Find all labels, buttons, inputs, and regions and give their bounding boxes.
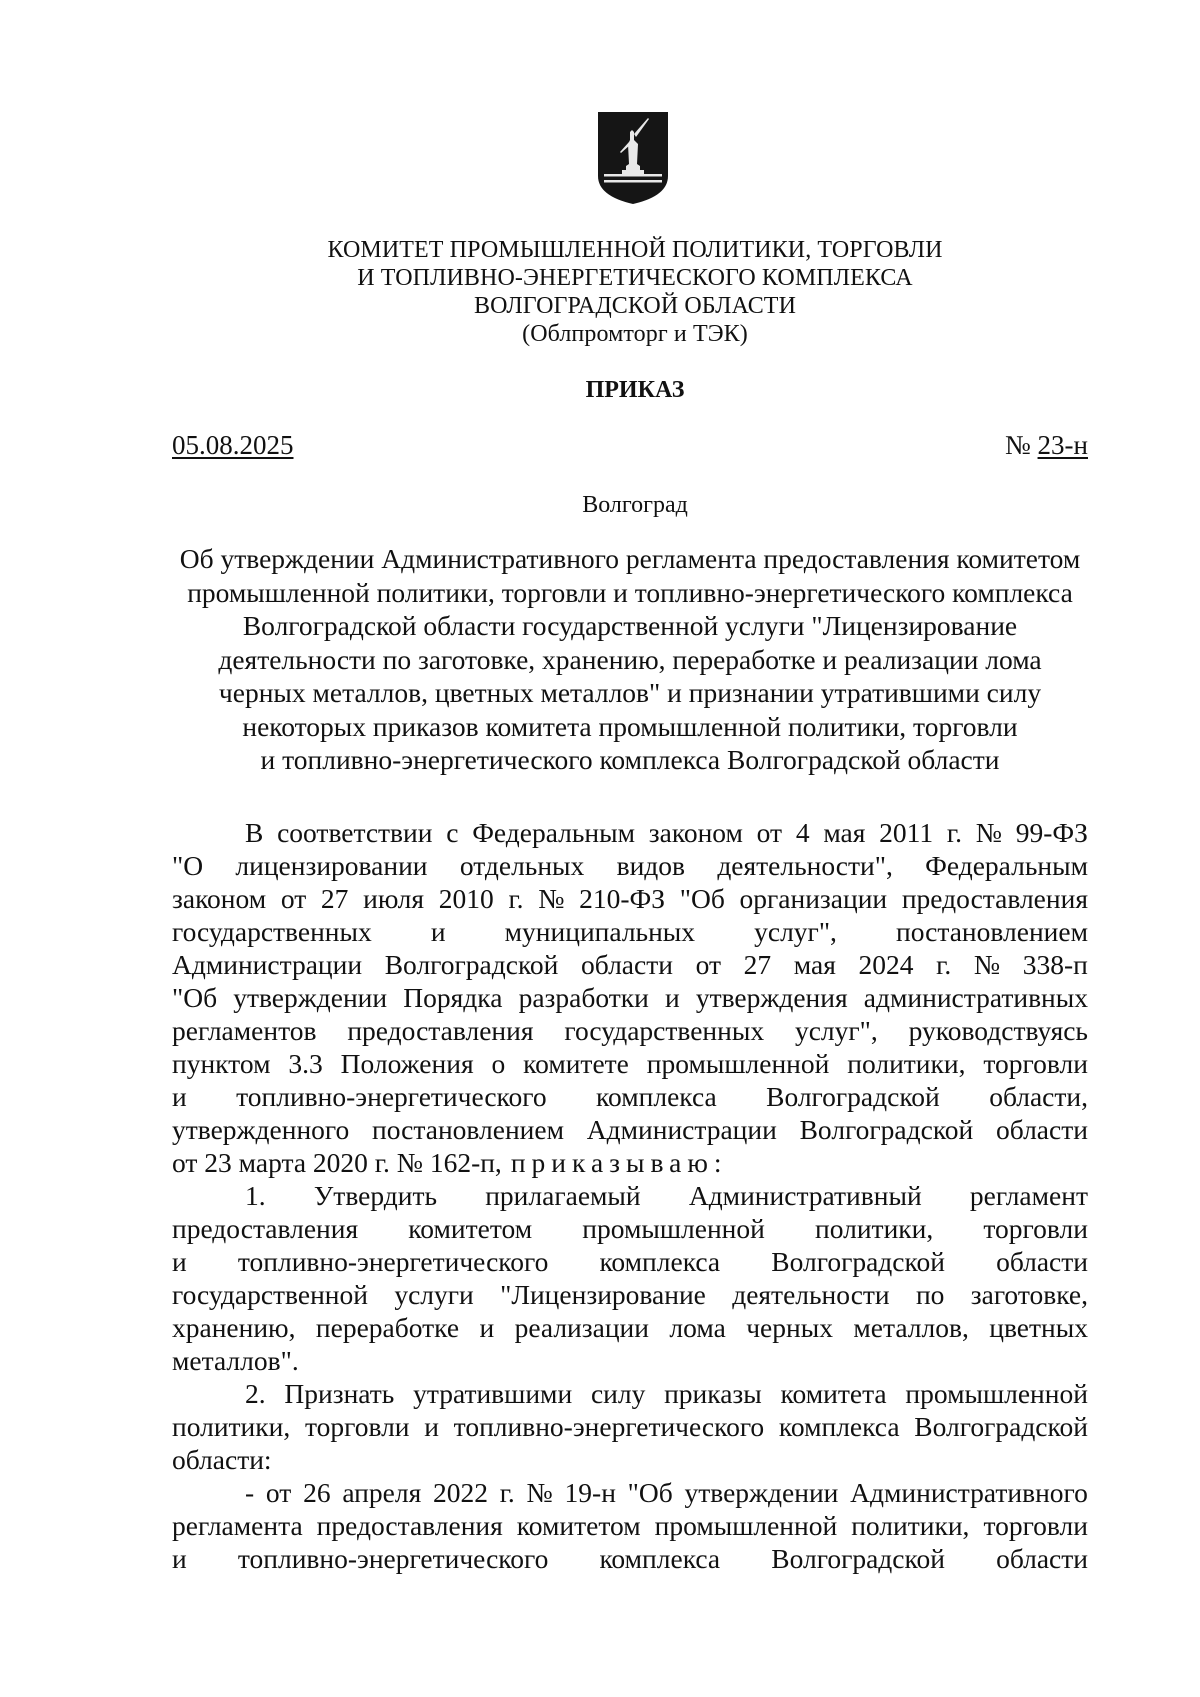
body-line <box>172 1146 1088 1179</box>
subject-line: и топливно-энергетического комплекса Волгоградской области <box>260 744 1000 775</box>
word: деятельности", <box>717 850 893 881</box>
document-type: ПРИКАЗ <box>585 377 685 403</box>
body-line <box>172 1179 1088 1212</box>
preamble-last: от 23 марта 2020 г. № 162-п, <box>172 1147 502 1178</box>
word: соответствии <box>277 817 433 848</box>
word: 2022 <box>432 1477 488 1508</box>
word: мая <box>793 949 836 980</box>
item1-last: металлов". <box>172 1345 299 1376</box>
word: государственных <box>564 1015 765 1046</box>
word: предоставления <box>901 883 1088 914</box>
word: Утвердить <box>313 1180 438 1211</box>
word: области <box>996 1543 1088 1574</box>
org-line: КОМИТЕТ ПРОМЫШЛЕННОЙ ПОЛИТИКИ, ТОРГОВЛИ <box>327 237 943 263</box>
word: о <box>491 1048 506 1079</box>
org-line: ВОЛГОГРАДСКОЙ ОБЛАСТИ <box>474 293 796 319</box>
word: хранению, <box>172 1312 296 1343</box>
word: Положения <box>340 1048 474 1079</box>
word: "Лицензирование <box>500 1279 706 1310</box>
word: политики, <box>815 1213 934 1244</box>
word: политики, <box>851 1510 970 1541</box>
word: законом <box>648 817 743 848</box>
body-line <box>172 1476 1088 1509</box>
word: комитете <box>523 1048 629 1079</box>
body-line <box>172 1443 1088 1476</box>
word: № <box>975 817 1002 848</box>
word: цветных <box>989 1312 1088 1343</box>
body-line <box>172 915 1088 948</box>
word: черных <box>746 1312 833 1343</box>
org-abbreviation: (Облпромторг и ТЭК) <box>522 321 748 347</box>
word: предоставления <box>347 1015 534 1046</box>
word: отдельных <box>459 850 585 881</box>
word: 2011 <box>879 817 934 848</box>
body-line <box>172 1113 1088 1146</box>
body-line <box>172 981 1088 1014</box>
word: апреля <box>342 1477 422 1508</box>
word: Волгоградской <box>384 949 559 980</box>
word: 1. <box>245 1180 266 1211</box>
word: утратившими <box>413 1378 573 1409</box>
word: г. <box>499 1477 515 1508</box>
word: промышленной <box>654 1510 838 1541</box>
body-line <box>172 1344 1088 1377</box>
word: политики, <box>172 1411 291 1442</box>
subject-line: черных металлов, цветных металлов" и признании утратившими силу <box>218 677 1042 708</box>
word: от <box>756 817 783 848</box>
word: по <box>915 1279 945 1310</box>
word: 2024 <box>858 949 914 980</box>
word: комплекса <box>596 1081 717 1112</box>
word: Волгоградской <box>799 1114 974 1145</box>
word: топливно-энергетического <box>237 1246 549 1277</box>
word: руководствуясь <box>908 1015 1088 1046</box>
word: металлов, <box>853 1312 969 1343</box>
organization-header <box>200 236 1070 348</box>
word: пунктом <box>172 1048 271 1079</box>
word: 210-ФЗ <box>579 883 666 914</box>
word: от <box>695 949 722 980</box>
item2-last: области: <box>172 1444 272 1475</box>
word: комитетом <box>516 1510 641 1541</box>
body-line <box>172 1080 1088 1113</box>
word: от <box>280 883 307 914</box>
item-1 <box>172 1179 1088 1377</box>
word: Волгоградской <box>771 1246 945 1277</box>
word: промышленной <box>905 1378 1088 1409</box>
word: административных <box>863 982 1088 1013</box>
word: топливно-энергетического <box>237 1543 549 1574</box>
word: прилагаемый <box>485 1180 641 1211</box>
document-subject <box>172 542 1088 777</box>
word: Признать <box>284 1378 395 1409</box>
word: промышленной <box>582 1213 765 1244</box>
word: В <box>245 817 264 848</box>
document-body <box>172 816 1088 1575</box>
word: постановлением <box>896 916 1088 947</box>
subject-line: некоторых приказов комитета промышленной политики, торговли <box>242 710 1018 742</box>
word: и <box>172 1543 187 1574</box>
body-line <box>172 882 1088 915</box>
word: переработке <box>315 1312 460 1343</box>
word: "О <box>172 850 204 881</box>
body-line <box>172 1047 1088 1080</box>
word: июля <box>363 883 425 914</box>
subject-line: Об утверждении Административного регламента предоставления комитетом <box>179 543 1081 574</box>
word: - <box>245 1477 255 1508</box>
word: от <box>265 1477 292 1508</box>
word: постановлением <box>372 1114 565 1145</box>
item-2 <box>172 1377 1088 1575</box>
body-line <box>172 1014 1088 1047</box>
body-line <box>172 948 1088 981</box>
word: услуги <box>394 1279 474 1310</box>
document-date: 05.08.2025 <box>172 430 294 460</box>
word: комплекса <box>599 1246 721 1277</box>
coat-of-arms-icon <box>596 110 670 206</box>
word: 3.3 <box>288 1048 323 1079</box>
word: области <box>996 1114 1088 1145</box>
word: регламента <box>172 1510 303 1541</box>
word: 19-н <box>564 1477 616 1508</box>
word: государственных <box>172 916 372 947</box>
word: топливно-энергетического <box>236 1081 547 1112</box>
word: предоставления <box>316 1510 503 1541</box>
word: Волгоградской <box>771 1543 945 1574</box>
word: комитета <box>780 1378 887 1409</box>
word: комитетом <box>408 1213 533 1244</box>
word: утверждении <box>233 982 388 1013</box>
org-line: И ТОПЛИВНО-ЭНЕРГЕТИЧЕСКОГО КОМПЛЕКСА <box>357 265 913 291</box>
word: и <box>664 982 680 1013</box>
word: области <box>996 1246 1088 1277</box>
word: заготовке, <box>970 1279 1088 1310</box>
word: регламентов <box>172 1015 317 1046</box>
word: разработки <box>518 982 649 1013</box>
word: лома <box>669 1312 726 1343</box>
word: 26 <box>303 1477 331 1508</box>
word: Административный <box>688 1180 922 1211</box>
word: силу <box>590 1378 646 1409</box>
body-line <box>172 1377 1088 1410</box>
word: государственной <box>172 1279 368 1310</box>
word: и <box>172 1246 187 1277</box>
word: области, <box>989 1081 1088 1112</box>
word: г. <box>508 883 524 914</box>
word: "Об <box>627 1477 673 1508</box>
word: Федеральным <box>925 850 1088 881</box>
word: "Об <box>172 982 218 1013</box>
preamble <box>172 816 1088 1179</box>
word: "Об <box>679 883 725 914</box>
word: лицензировании <box>235 850 428 881</box>
word: № <box>538 883 565 914</box>
word: и <box>430 916 446 947</box>
word: 2. <box>245 1378 266 1409</box>
word: регламент <box>969 1180 1088 1211</box>
word: области <box>581 949 673 980</box>
word: 2010 <box>438 883 494 914</box>
subject-line: деятельности по заготовке, хранению, переработке и реализации лома <box>218 643 1042 675</box>
word: реализации <box>514 1312 649 1343</box>
body-line <box>172 1311 1088 1344</box>
word: утвержденного <box>172 1114 350 1145</box>
subject-line: промышленной политики, торговли и топливно-энергетического комплекса <box>187 576 1073 608</box>
word: торговли <box>983 1510 1088 1541</box>
word: 27 <box>743 949 772 980</box>
word: топливно-энергетического <box>453 1411 765 1442</box>
word: торговли <box>983 1213 1088 1244</box>
document-number <box>1005 430 1088 461</box>
word: Порядка <box>403 982 503 1013</box>
word: Администрации <box>586 1114 777 1145</box>
word: Административного <box>850 1477 1088 1508</box>
word: промышленной <box>646 1048 830 1079</box>
word: 4 <box>795 817 810 848</box>
word: Волгоградской <box>914 1411 1088 1442</box>
orders-word: приказываю: <box>510 1147 728 1178</box>
word: комплекса <box>599 1543 721 1574</box>
word: г. <box>946 817 962 848</box>
word: деятельности <box>732 1279 890 1310</box>
word: услуг", <box>754 916 837 947</box>
body-line <box>172 1410 1088 1443</box>
word: 99-ФЗ <box>1015 817 1088 848</box>
document-city: Волгоград <box>582 492 688 518</box>
word: предоставления <box>172 1213 359 1244</box>
word: и <box>424 1411 439 1442</box>
word: утверждении <box>684 1477 839 1508</box>
word: услуг", <box>794 1015 878 1046</box>
word: политики, <box>847 1048 966 1079</box>
word: законом <box>172 883 267 914</box>
word: и <box>172 1081 187 1112</box>
number-value: 23-н <box>1037 430 1088 460</box>
word: торговли <box>983 1048 1088 1079</box>
word: организации <box>739 883 888 914</box>
body-line <box>172 1278 1088 1311</box>
word: и <box>479 1312 495 1343</box>
body-line <box>172 849 1088 882</box>
word: муниципальных <box>504 916 696 947</box>
word: комплекса <box>778 1411 900 1442</box>
word: торговли <box>304 1411 410 1442</box>
word: видов <box>616 850 686 881</box>
subject-line: Волгоградской области государственной услуги "Лицензирование <box>242 610 1018 641</box>
word: г. <box>936 949 952 980</box>
body-line <box>172 1212 1088 1245</box>
body-line <box>172 1542 1088 1575</box>
word: мая <box>823 817 866 848</box>
body-line <box>172 1509 1088 1542</box>
word: утверждения <box>695 982 848 1013</box>
body-line <box>172 816 1088 849</box>
word: 27 <box>320 883 349 914</box>
word: Федеральным <box>472 817 636 848</box>
word: № <box>526 1477 553 1508</box>
number-prefix: № <box>1005 430 1031 460</box>
word: № <box>973 949 1001 980</box>
word: 338-п <box>1022 949 1088 980</box>
word: Волгоградской <box>766 1081 940 1112</box>
body-line <box>172 1245 1088 1278</box>
word: с <box>446 817 459 848</box>
word: Администрации <box>172 949 363 980</box>
word: приказы <box>664 1378 762 1409</box>
